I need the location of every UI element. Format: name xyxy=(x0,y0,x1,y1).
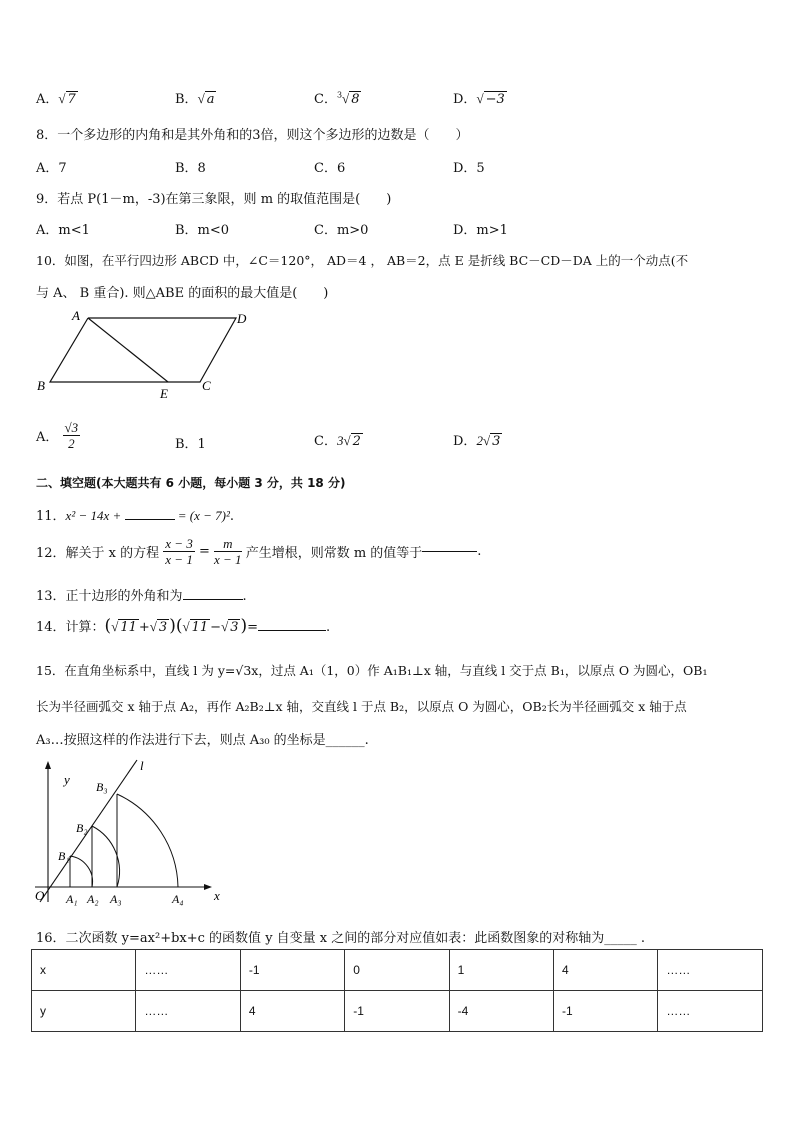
table-cell: y xyxy=(32,991,136,1032)
a1-label: A₁ xyxy=(66,892,78,906)
table-row xyxy=(32,991,763,1032)
value-table xyxy=(31,949,763,1032)
q8-option-c: C．6 xyxy=(314,161,346,176)
parallelogram-figure xyxy=(34,306,264,406)
table-cell: 4 xyxy=(554,950,658,991)
q7-option-c: C．$^3$√ 8 xyxy=(314,90,360,107)
q12-text: 12．解关于 x 的方程 $\frac{x - 3}{x - 1}$ = $\frac{m}{x - 1}$ 产生增根，则常数 m 的值等于 . xyxy=(36,536,482,567)
table-cell: …… xyxy=(658,991,763,1032)
q14-text: 14．计算：(√ 11 +√ 3 )(√ 11 −√ 3 )= . xyxy=(36,616,331,636)
label-a: A xyxy=(72,308,80,323)
table-cell: 0 xyxy=(345,950,449,991)
q10-option-b: B．1 xyxy=(175,437,206,452)
axis-y-label: y xyxy=(64,772,70,787)
label-c: C xyxy=(202,378,211,393)
a4-label: A₄ xyxy=(172,892,184,906)
label-d: D xyxy=(237,311,247,326)
q15-text-line3: A₃…按照这样的作法进行下去，则点 A₃₀ 的坐标是______. xyxy=(36,733,369,748)
b3-label: B₃ xyxy=(96,780,108,794)
table-cell: -1 xyxy=(240,950,344,991)
table-cell: 1 xyxy=(449,950,553,991)
a2-label: A₂ xyxy=(87,892,99,906)
a3-label: A₃ xyxy=(110,892,122,906)
q11-text: 11．x² − 14x + = (x − 7)². xyxy=(36,508,235,524)
q7-option-d: D．√ −3 xyxy=(453,91,505,107)
b1-label: B₁ xyxy=(58,849,70,863)
q10-option-a: A． $\frac{√3}{2}$ xyxy=(36,420,79,451)
table-cell: 4 xyxy=(240,991,344,1032)
section-heading: 二、填空题(本大题共有 6 小题，每小题 3 分，共 18 分) xyxy=(36,476,346,490)
q10-text-line1: 10．如图，在平行四边形 ABCD 中，∠C＝120°， AD＝4 ， AB＝2，点 E 是折线 BC－CD－DA 上的一个动点(不 xyxy=(36,253,689,268)
origin-label: O xyxy=(35,888,45,903)
table-cell: -1 xyxy=(345,991,449,1032)
q15-text-line2: 长为半径画弧交 x 轴于点 A₂，再作 A₂B₂⊥x 轴，交直线 l 于点 B₂，以原点 O 为圆心，OB₂长为半径画弧交 x 轴于点 xyxy=(36,699,687,714)
q15-text-line1: 15．在直角坐标系中，直线 l 为 y=√3x，过点 A₁（1，0）作 A₁B₁⊥x 轴，与直线 l 交于点 B₁，以原点 O 为圆心，OB₁ xyxy=(36,663,708,678)
q9-text: 9．若点 P(1－m，-3)在第三象限，则 m 的取值范围是( ) xyxy=(36,192,392,207)
line-l-label: l xyxy=(140,758,144,773)
q8-option-a: A．7 xyxy=(36,161,67,176)
q9-option-a: A．m<1 xyxy=(36,223,90,238)
q8-text: 8．一个多边形的内角和是其外角和的3倍，则这个多边形的边数是（ ） xyxy=(36,128,469,143)
q13-text: 13．正十边形的外角和为 . xyxy=(36,589,247,604)
label-e: E xyxy=(160,386,168,401)
q9-option-b: B．m<0 xyxy=(175,223,230,238)
q10-option-d: D．2√ 3 xyxy=(453,433,501,449)
table-row xyxy=(32,950,763,991)
axis-x-label: x xyxy=(214,888,220,903)
table-cell: …… xyxy=(136,991,241,1032)
table-cell: x xyxy=(32,950,136,991)
q7-option-a: A．√ 7 xyxy=(36,91,76,107)
b2-label: B₂ xyxy=(76,821,88,835)
label-b: B xyxy=(37,378,45,393)
table-cell: -4 xyxy=(449,991,553,1032)
q7-option-b: B．√ a xyxy=(175,91,215,107)
q9-option-c: C．m>0 xyxy=(314,223,369,238)
coordinate-figure xyxy=(30,756,230,908)
q10-option-c: C．3√ 2 xyxy=(314,433,361,449)
table-cell: …… xyxy=(136,950,241,991)
q10-text-line2: 与 A、 B 重合). 则△ABE 的面积的最大值是( ) xyxy=(36,286,329,301)
q16-text: 16．二次函数 y=ax²+bx+c 的函数值 y 自变量 x 之间的部分对应值如表：此函数图象的对称轴为_____ . xyxy=(36,931,646,946)
table-cell: …… xyxy=(658,950,763,991)
q9-option-d: D．m>1 xyxy=(453,223,508,238)
q8-option-b: B．8 xyxy=(175,161,206,176)
q8-option-d: D．5 xyxy=(453,161,485,176)
table-cell: -1 xyxy=(554,991,658,1032)
